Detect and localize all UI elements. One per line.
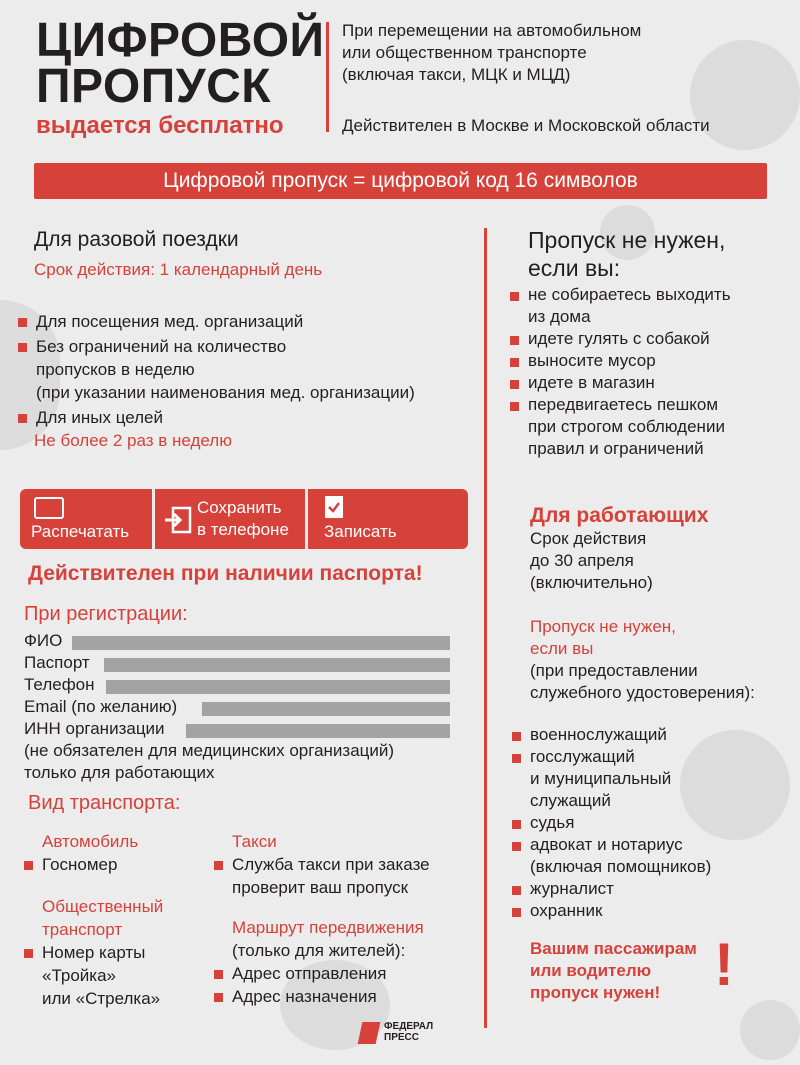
list-item: Служба такси при заказе проверит ваш пропуск xyxy=(214,853,474,899)
action-bar xyxy=(20,489,468,549)
list-item: журналист xyxy=(512,878,792,900)
list-item: адвокат и нотариус (включая помощников) xyxy=(512,834,792,878)
list-item: Номер карты «Тройка» или «Стрелка» xyxy=(24,941,214,1010)
phone-label: Телефон xyxy=(24,675,95,694)
virus-decoration xyxy=(740,1000,800,1060)
document-check-icon xyxy=(324,495,344,519)
exclamation-mark: ! xyxy=(714,931,734,998)
federalpress-logo: ФЕДЕРАЛ ПРЕСС xyxy=(360,1018,460,1048)
inn-field-line xyxy=(186,724,450,738)
single-trip-heading: Для разовой поездки xyxy=(34,228,239,251)
passport-note: Действителен при наличии паспорта! xyxy=(28,562,423,585)
workers-no-pass: Пропуск не нужен, если вы xyxy=(530,617,676,658)
single-trip-validity: Срок действия: 1 календарный день xyxy=(34,260,323,279)
list-item: идете гулять с собакой xyxy=(510,328,790,350)
list-item: Госномер xyxy=(24,853,214,876)
logo-mark-icon xyxy=(358,1022,381,1044)
transport-note: При перемещении на автомобильном или общественном транспорте (включая такси, МЦК и МЦД) xyxy=(342,21,642,84)
inn-label: ИНН организации xyxy=(24,719,165,738)
code-banner: Цифровой пропуск = цифровой код 16 символов xyxy=(34,163,767,199)
workers-note: (при предоставлении служебного удостоверения): xyxy=(530,661,755,702)
fio-field-line xyxy=(72,636,450,650)
taxi-block: Такси Служба такси при заказе проверит ваш пропуск xyxy=(214,830,474,899)
write-button[interactable]: Записать xyxy=(308,489,468,549)
route-block: Маршрут передвижения (только для жителей): Адрес отправления Адрес назначения xyxy=(214,916,474,1008)
list-item: Адрес отправления xyxy=(214,962,474,985)
list-item: не собираетесь выходить из дома xyxy=(510,284,790,328)
single-trip-list xyxy=(18,310,478,452)
list-item: военнослужащий xyxy=(512,724,792,746)
limit-note: Не более 2 раз в неделю xyxy=(34,431,232,450)
list-item: передвигаетесь пешком при строгом соблюдении правил и ограничений xyxy=(510,394,790,460)
inn-note-2: только для работающих xyxy=(24,763,215,782)
list-item: госслужащий и муниципальный служащий xyxy=(512,746,792,812)
column-divider xyxy=(484,228,487,1028)
passengers-note: Вашим пассажирам или водителю пропуск нужен! xyxy=(530,939,697,1002)
transport-heading: Вид транспорта: xyxy=(28,792,181,814)
email-label: Email (по желанию) xyxy=(24,697,178,716)
registration-heading: При регистрации: xyxy=(24,603,188,625)
passport-field-line xyxy=(104,658,450,672)
page-subtitle: выдается бесплатно xyxy=(36,112,284,139)
printer-icon xyxy=(34,497,64,519)
list-item: судья xyxy=(512,812,792,834)
list-item: Адрес назначения xyxy=(214,985,474,1008)
fio-label: ФИО xyxy=(24,631,63,650)
list-item: идете в магазин xyxy=(510,372,790,394)
list-item: Для посещения мед. организаций xyxy=(18,310,478,333)
list-item: Для иных целей xyxy=(18,406,478,429)
list-item: Без ограничений на количество пропусков в неделю (при указании наименования мед. организации) xyxy=(18,335,478,404)
save-arrow-icon xyxy=(163,505,193,535)
print-button[interactable]: Распечатать xyxy=(20,489,152,549)
no-pass-list xyxy=(510,284,790,460)
no-pass-heading: Пропуск не нужен, если вы: xyxy=(528,227,726,281)
car-block: Автомобиль Госномер xyxy=(24,830,214,876)
inn-note: (не обязателен для медицинских организаций) xyxy=(24,741,395,760)
page-title: ЦИФРОВОЙ ПРОПУСК xyxy=(36,14,325,113)
list-item: выносите мусор xyxy=(510,350,790,372)
list-item: охранник xyxy=(512,900,792,922)
header-divider xyxy=(326,22,329,132)
workers-heading: Для работающих xyxy=(530,504,709,527)
email-field-line xyxy=(202,702,450,716)
workers-validity: Срок действия до 30 апреля (включительно) xyxy=(530,529,653,592)
passport-label: Паспорт xyxy=(24,653,90,672)
phone-field-line xyxy=(106,680,450,694)
save-phone-button[interactable]: Сохранить в телефоне xyxy=(155,489,305,549)
public-transport-block: Общественный транспорт Номер карты «Тройка» или «Стрелка» xyxy=(24,895,214,1010)
workers-list xyxy=(512,724,792,922)
valid-area: Действителен в Москве и Московской области xyxy=(342,116,710,135)
